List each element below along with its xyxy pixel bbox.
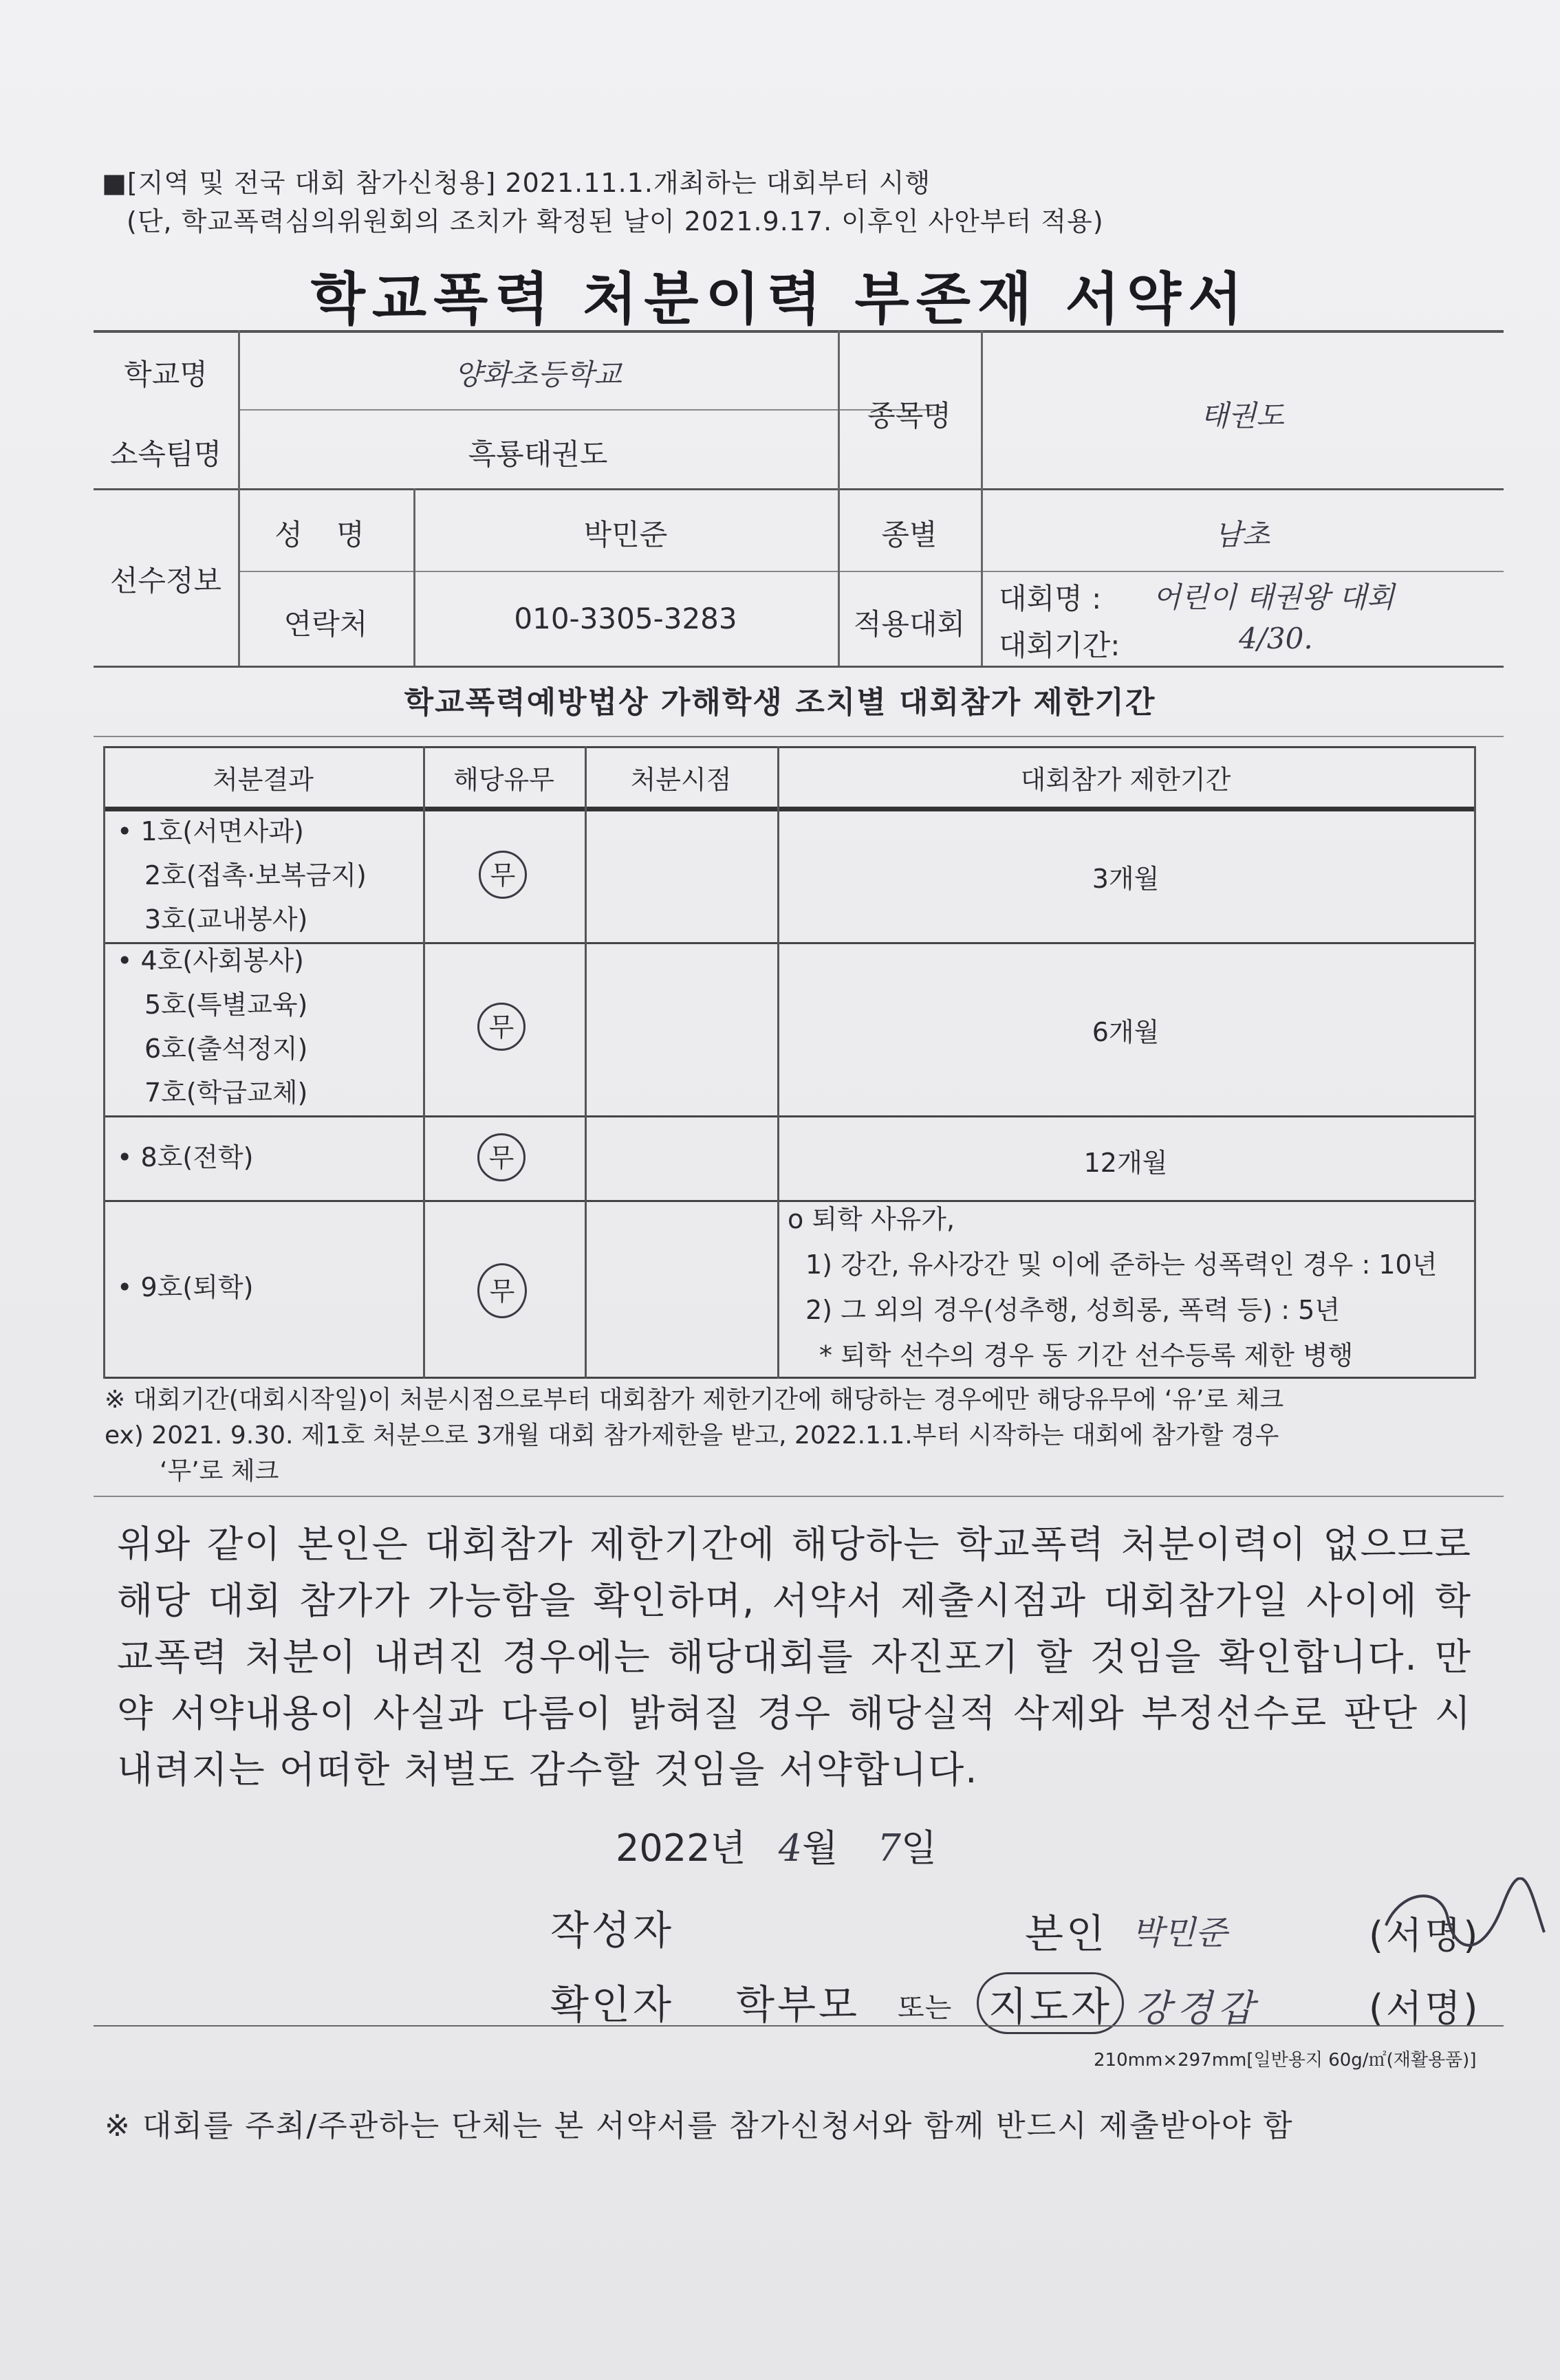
expulsion-line: * 퇴학 선수의 경우 동 기간 선수등록 제한 병행 (819, 1340, 1354, 1371)
or-label: 또는 (898, 1992, 953, 2024)
coach-sign-label: (서명) (1369, 1987, 1481, 2030)
disposition-item: 7호(학급교체) (144, 1078, 308, 1108)
table-row-border (103, 942, 1476, 944)
restriction-period: 6개월 (1092, 1017, 1160, 1047)
date-month-label: 월 (802, 1826, 838, 1870)
self-sign-label: (서명) (1369, 1914, 1481, 1957)
section-separator (94, 2025, 1504, 2027)
competition-period-label: 대회기간: (999, 629, 1120, 662)
table-col-line (585, 746, 587, 1379)
footer-note: ※ 대회를 주최/주관하는 단체는 본 서약서를 참가신청서와 함께 반드시 제출받아야 함 (105, 2108, 1294, 2143)
list-item (117, 939, 307, 1115)
applied-competition-label: 적용대회 (853, 607, 966, 641)
contact-value: 010-3305-3283 (514, 602, 737, 635)
info-divider (94, 488, 1504, 490)
coach-label: 지도자 (977, 1972, 1124, 2034)
header-line-1: ■[지역 및 전국 대회 참가신청용] 2021.11.1.개최하는 대회부터 시행 (102, 168, 931, 198)
applicable-mark: 무 (477, 1263, 527, 1318)
parent-label: 학부모 (736, 1981, 860, 2028)
expulsion-details (788, 1197, 1437, 1378)
disposition-item: 2호(접촉·보복금지) (144, 860, 367, 891)
date-month-value: 4 (778, 1826, 803, 1870)
date-day-value: 7 (877, 1826, 901, 1870)
event-value: 태권도 (1200, 399, 1284, 433)
pledge-text: 위와 같이 본인은 대회참가 제한기간에 해당하는 학교폭력 처분이력이 없으므로 해당 대회 참가가 가능함을 확인하며, 서약서 제출시점과 대회참가일 사이에 학교폭력 처분이 내려진 경우에는 해당대회를 자진포기 할 것임을 확인합니다. 만약 서약내용이 사실과 다름이 밝혀질 경우 해당실적 삭제와 부정선수로 판단 시 내려지는 어떠한 처벌도 감수할 것임을 서약합니다. (117, 1522, 1472, 1791)
table-col-line (777, 746, 779, 1379)
header-line-2: (단, 학교폭력심의위원회의 조치가 확정된 날이 2021.9.17. 이후인 사안부터 적용) (127, 206, 1104, 237)
confirmer-label: 확인자 (550, 1981, 675, 2028)
competition-name-label: 대회명 : (999, 582, 1102, 615)
document-title: 학교폭력 처분이력 부존재 서약서 (310, 267, 1250, 332)
contact-label: 연락처 (283, 607, 368, 641)
info-table (94, 330, 1504, 667)
table-row-border (103, 1115, 1476, 1117)
signing-date (616, 1819, 937, 1872)
expulsion-line: o 퇴학 사유가, (788, 1204, 955, 1234)
self-name: 박민준 (1131, 1914, 1228, 1952)
applicable-mark: 무 (479, 851, 527, 899)
writer-label: 작성자 (550, 1907, 675, 1954)
name-value: 박민준 (583, 518, 668, 552)
list-item (117, 1265, 253, 1309)
applicable-mark: 무 (477, 1133, 526, 1181)
disposition-item: • 9호(퇴학) (117, 1272, 254, 1302)
note-line: ex) 2021. 9.30. 제1호 처분으로 3개월 대회 참가제한을 받고, 2022.1.1.부터 시작하는 대회에 참가할 경우 (105, 1421, 1279, 1450)
disposition-item: • 8호(전학) (117, 1142, 254, 1172)
school-label: 학교명 (124, 358, 208, 391)
date-year: 2022년 (616, 1826, 746, 1870)
expulsion-line: 1) 강간, 유사강간 및 이에 준하는 성폭력인 경우 : 10년 (805, 1249, 1438, 1280)
col-header-applicable: 해당유무 (453, 765, 554, 795)
name-label: 성 명 (274, 518, 377, 552)
player-info-label: 선수정보 (109, 564, 222, 598)
competition-name-value: 어린이 태권왕 대회 (1153, 580, 1395, 614)
paper-spec: 210mm×297mm[일반용지 60g/㎡(재활용품)] (1094, 2050, 1477, 2071)
table-col-line (103, 746, 105, 1379)
disposition-item: • 1호(서면사과) (117, 816, 304, 847)
col-header-result: 처분결과 (213, 765, 314, 795)
restriction-period: 3개월 (1092, 864, 1160, 894)
team-label: 소속팀명 (109, 437, 222, 471)
list-item (117, 1135, 253, 1179)
info-top-border (94, 330, 1504, 333)
disposition-item: 5호(특별교육) (144, 990, 308, 1020)
restriction-title: 학교폭력예방법상 가해학생 조치별 대회참가 제한기간 (404, 685, 1156, 720)
info-divider (238, 571, 1504, 572)
table-col-line (423, 746, 425, 1379)
info-bottom-border (94, 666, 1504, 668)
restriction-period: 12개월 (1083, 1148, 1168, 1178)
competition-period-value: 4/30. (1239, 622, 1313, 655)
team-value: 흑룡태권도 (468, 437, 608, 471)
note-line: ※ 대회기간(대회시작일)이 처분시점으로부터 대회참가 제한기간에 해당하는 경우에만 해당유무에 ‘유’로 체크 (105, 1386, 1284, 1414)
list-item (117, 809, 367, 941)
date-day-label: 일 (900, 1826, 937, 1870)
info-col-line (981, 330, 983, 666)
handwritten-signature (1365, 1877, 1558, 1967)
section-separator (94, 1496, 1504, 1497)
event-label: 종목명 (867, 399, 951, 433)
category-value: 남초 (1214, 518, 1270, 552)
expulsion-line: 2) 그 외의 경우(성추행, 성희롱, 폭력 등) : 5년 (805, 1295, 1341, 1325)
col-header-time: 처분시점 (630, 765, 732, 795)
table-col-line (1474, 746, 1476, 1379)
category-label: 종별 (881, 518, 938, 552)
section-separator (94, 736, 1504, 737)
disposition-item: 6호(출석정지) (144, 1034, 308, 1064)
info-divider (238, 409, 933, 411)
school-value: 양화초등학교 (454, 358, 622, 391)
coach-name: 강경갑 (1135, 1987, 1259, 2030)
disposition-item: • 4호(사회봉사) (117, 946, 304, 976)
self-label: 본인 (1025, 1910, 1108, 1957)
notes (105, 1382, 1494, 1489)
header-notice (102, 164, 1104, 241)
table-border (103, 746, 1476, 748)
applicable-mark: 무 (477, 1003, 526, 1051)
disposition-item: 3호(교내봉사) (144, 904, 308, 935)
col-header-period: 대회참가 제한기간 (1020, 765, 1231, 795)
note-line: ‘무’로 체크 (160, 1457, 279, 1485)
